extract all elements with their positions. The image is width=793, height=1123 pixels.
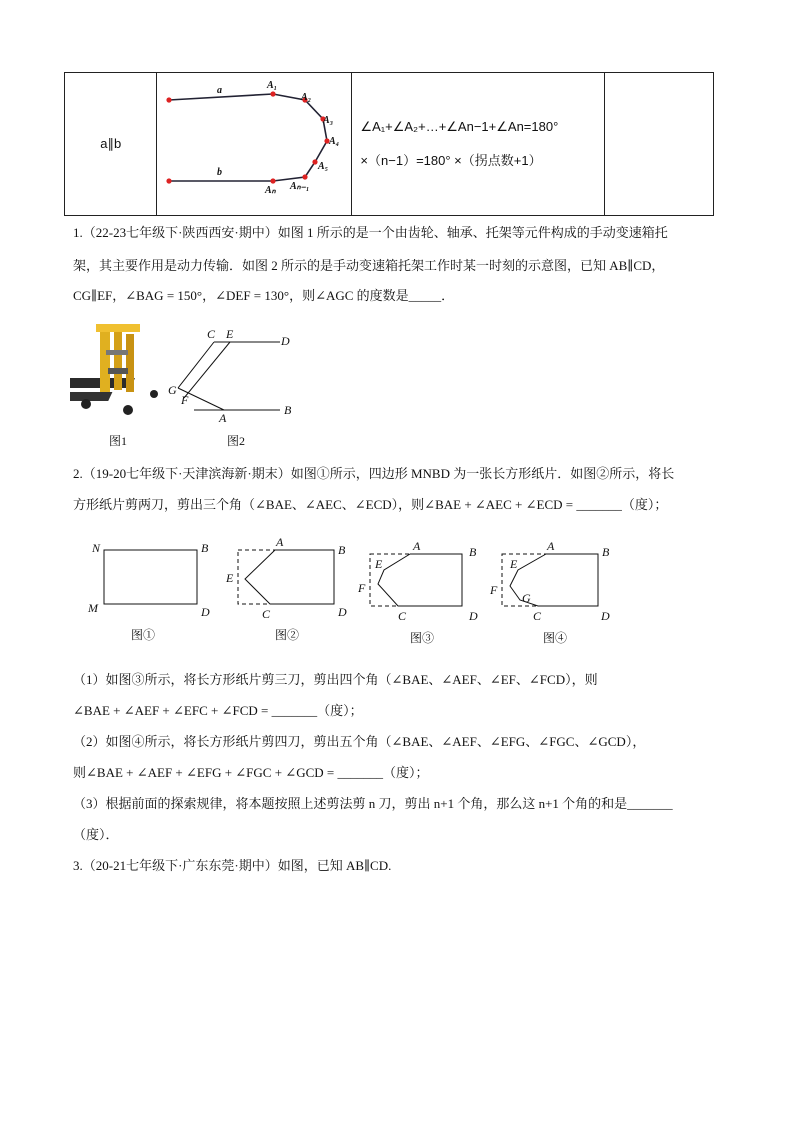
label-A1: A₁ [267,80,278,91]
svg-text:B: B [338,543,346,557]
fig2-label-G: G [168,383,177,397]
q2-sub3-line-1: （3）根据前面的探索规律，将本题按照上述剪法剪 n 刀，剪出 n+1 个角，那么这 n+1 个角的和是_______ [73,796,673,811]
fig-circle4-caption: 图④ [543,631,568,645]
label-A2: A₂ [301,92,312,103]
svg-text:D: D [469,609,478,623]
q1-geometry-figure [160,326,300,426]
svg-text:A: A [276,536,284,549]
label-b: b [217,167,223,178]
q2-sub2-line-1: （2）如图④所示，将长方形纸片剪四刀，剪出五个角（∠BAE、∠AEF、∠EFG、∠FGC、∠GCD）， [73,734,646,749]
fig2-label-D: D [281,334,290,348]
q1-text-line-2: 架，其主要作用是动力传输．如图 2 所示的是手动变速箱托架工作时某一时刻的示意图，已知 AB∥CD， [73,258,665,273]
svg-text:G: G [522,591,531,605]
svg-text:M: M [88,601,98,615]
fig-circle3-caption: 图③ [410,631,435,645]
svg-text:C: C [533,609,542,623]
rectangle-cut-figures [80,536,720,648]
fig2-label-E: E [226,327,234,341]
svg-text:N: N [92,541,101,555]
label-A5: A₅ [318,161,329,172]
fig2-label-A: A [219,411,227,425]
gearbox-bracket-photo [70,320,166,425]
table-cell-condition: a∥b [65,73,157,216]
table-cell-empty [604,73,713,216]
svg-text:D: D [201,605,210,619]
fig-circle2-caption: 图② [275,628,300,642]
q1-text-line-3: CG∥EF，∠BAG = 150°，∠DEF = 130°，则∠AGC 的度数是_____． [73,288,455,303]
svg-text:A: A [547,539,555,553]
svg-text:B: B [469,545,477,559]
q3-text-line-1: 3.（20-21七年级下·广东东莞·期中）如图，已知 AB∥CD. [73,858,392,873]
svg-text:A: A [413,539,421,553]
q2-sub3-line-2: （度）． [73,827,119,842]
formula-line-1: ∠A₁+∠A₂+…+∠An−1+∠An=180° [360,119,559,134]
label-An1: Aₙ₋₁ [290,181,310,192]
svg-text:E: E [510,557,518,571]
svg-text:E: E [226,571,234,585]
q2-sub2-line-2: 则∠BAE + ∠AEF + ∠EFG + ∠FGC + ∠GCD = _______（度）； [73,765,429,780]
svg-text:C: C [262,607,271,621]
summary-table [64,72,714,216]
fig2-label-B: B [284,403,292,417]
fig2-label-F: F [181,393,189,407]
svg-text:F: F [490,583,498,597]
q2-text-line-1: 2.（19-20七年级下·天津滨海新·期末）如图①所示，四边形 MNBD 为一张长方形纸片．如图②所示，将长 [73,466,675,481]
svg-text:B: B [201,541,209,555]
formula-line-2: ×（n−1）=180° ×（拐点数+1） [360,153,542,168]
label-An: Aₙ [265,185,277,196]
svg-text:D: D [601,609,610,623]
table-cell-diagram [157,73,352,216]
svg-text:B: B [602,545,610,559]
fig-circle1-caption: 图① [131,628,156,642]
svg-text:D: D [338,605,347,619]
table-cell-formula [352,73,604,216]
svg-text:E: E [375,557,383,571]
fig2-caption: 图2 [227,434,246,448]
q1-text-line-1: 1.（22-23七年级下·陕西西安·期中）如图 1 所示的是一个由齿轮、轴承、托架等元件构成的手动变速箱托 [73,225,668,240]
label-A3: A₃ [323,115,334,126]
label-A4: A₄ [329,136,340,147]
q2-text-line-2: 方形纸片剪两刀，剪出三个角（∠BAE、∠AEC、∠ECD），则∠BAE + ∠AEC + ∠ECD = _______（度）； [73,497,668,512]
fig2-label-C: C [207,327,216,341]
q2-sub1-line-2: ∠BAE + ∠AEF + ∠EFC + ∠FCD = _______（度）； [73,703,363,718]
label-a: a [217,85,223,96]
parallel-lines-diagram [157,73,351,215]
svg-text:C: C [398,609,407,623]
fig1-caption: 图1 [109,434,128,448]
q2-sub1-line-1: （1）如图③所示，将长方形纸片剪三刀，剪出四个角（∠BAE、∠AEF、∠EF、∠FCD），则 [73,672,598,687]
svg-text:F: F [358,581,366,595]
